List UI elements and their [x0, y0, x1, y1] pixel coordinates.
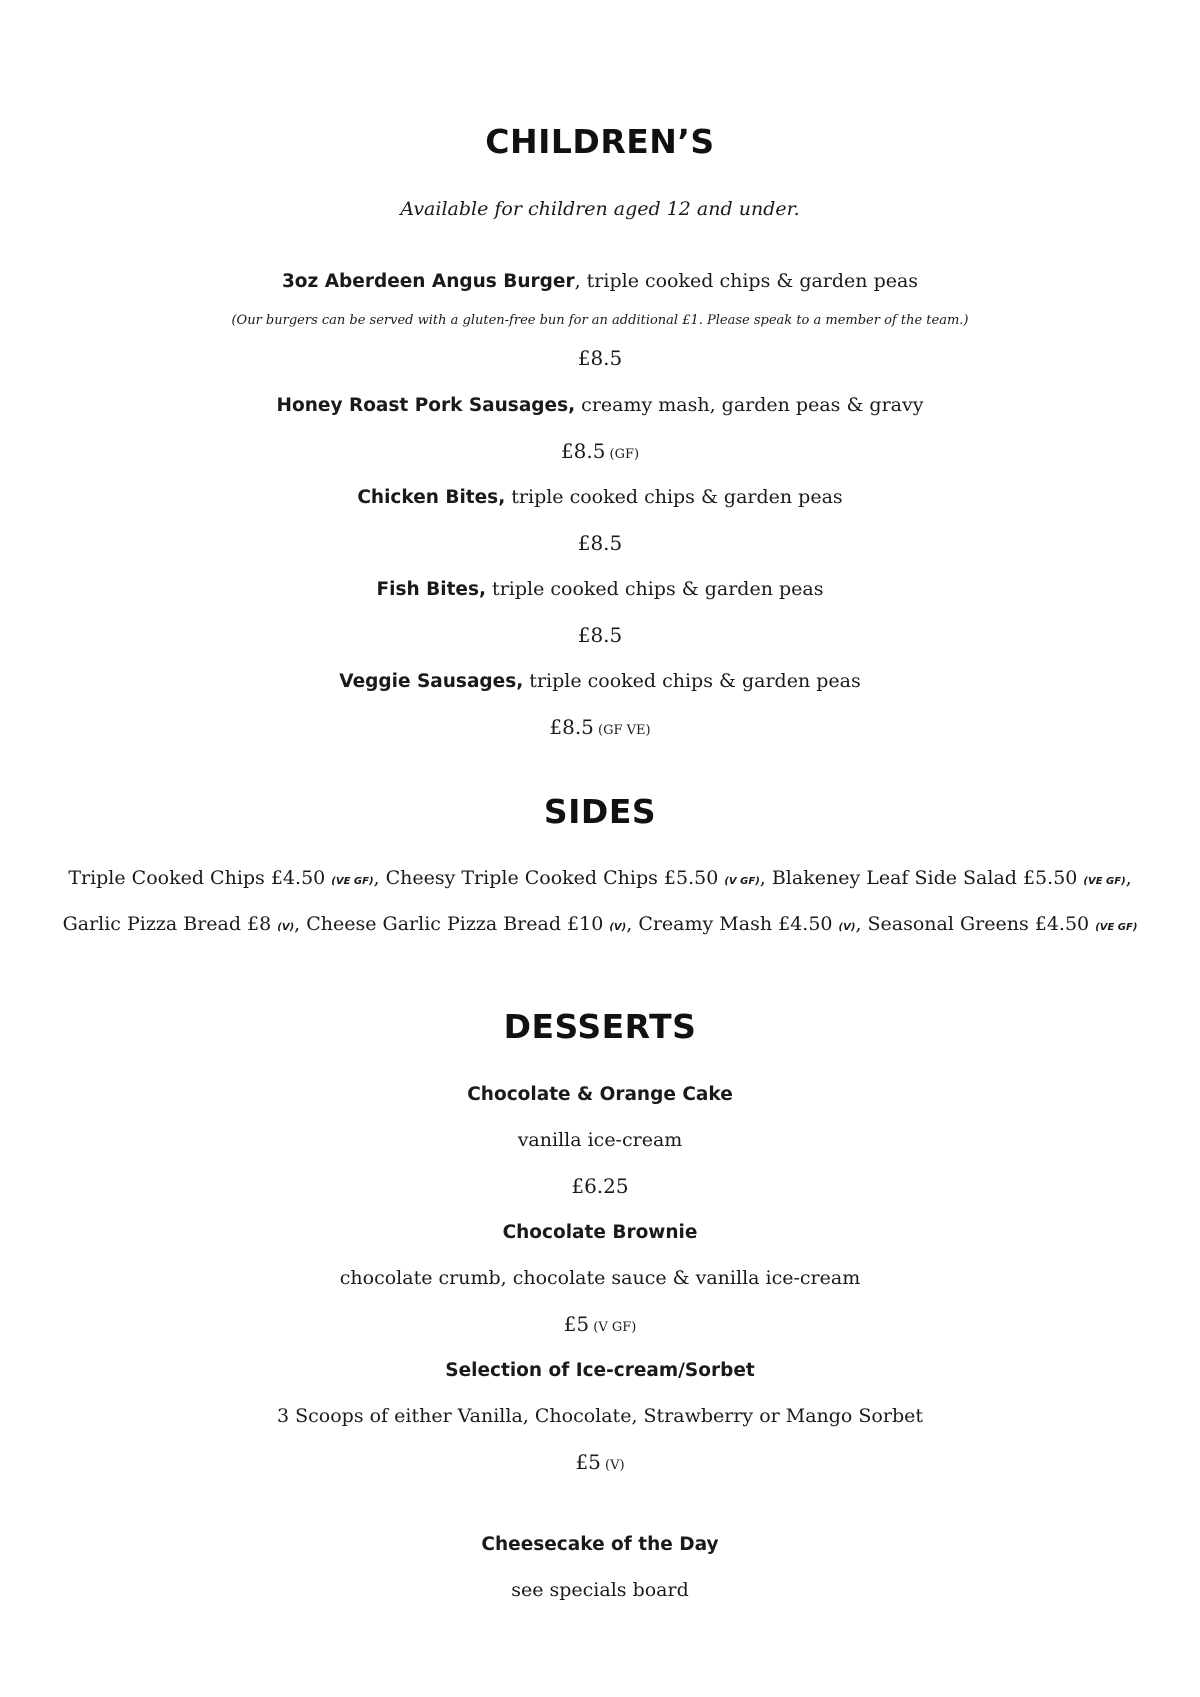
- side-item: , Cheese Garlic Pizza Bread £10: [294, 913, 610, 935]
- item-name: Chicken Bites,: [357, 487, 506, 508]
- side-item: Triple Cooked Chips £4.50: [68, 867, 332, 889]
- side-item: , Creamy Mash £4.50: [626, 913, 839, 935]
- item-name: Chocolate Brownie: [502, 1222, 698, 1243]
- childrens-title: CHILDREN’S: [485, 122, 715, 161]
- menu-item-pork-sausages: [0, 393, 1200, 418]
- childrens-subtitle: Available for children aged 12 and under.: [400, 198, 800, 220]
- item-name: Fish Bites,: [376, 579, 487, 600]
- menu-item-price: [0, 715, 1200, 743]
- menu-item-burger: [0, 269, 1200, 294]
- menu-item-price: [0, 439, 1200, 467]
- item-name: Veggie Sausages,: [339, 671, 524, 692]
- menu-item-fish-bites: [0, 577, 1200, 602]
- item-name: Chocolate & Orange Cake: [467, 1084, 733, 1105]
- sides-line-2: [0, 912, 1200, 940]
- dessert-item-price: [0, 1450, 1200, 1478]
- item-name: Selection of Ice-cream/Sorbet: [445, 1360, 755, 1381]
- item-tags: (GF VE): [593, 723, 651, 738]
- desserts-title: DESSERTS: [503, 1007, 697, 1046]
- menu-item-price: [0, 531, 1200, 556]
- dessert-item-name: [0, 1220, 1200, 1245]
- item-desc: triple cooked chips & garden peas: [505, 486, 843, 508]
- side-tag: (V): [277, 922, 295, 933]
- dessert-item-desc: chocolate crumb, chocolate sauce & vanilla ice-cream: [339, 1267, 861, 1289]
- dessert-item-desc: vanilla ice-cream: [517, 1129, 683, 1151]
- menu-item-chicken-bites: [0, 485, 1200, 510]
- menu-item-price: [0, 346, 1200, 371]
- side-tag: (VE GF): [1083, 876, 1126, 887]
- item-price: £8.5: [577, 346, 623, 370]
- item-tags: (V GF): [589, 1320, 637, 1335]
- item-name: Honey Roast Pork Sausages,: [276, 395, 576, 416]
- item-desc: triple cooked chips & garden peas: [486, 578, 824, 600]
- dessert-item-name: [0, 1082, 1200, 1107]
- item-price: £5: [575, 1450, 601, 1474]
- item-desc: , triple cooked chips & garden peas: [574, 270, 919, 292]
- side-tag: (VE GF): [331, 876, 374, 887]
- side-item: , Blakeney Leaf Side Salad £5.50: [759, 867, 1084, 889]
- item-name: Cheesecake of the Day: [481, 1534, 719, 1555]
- side-tag: (V): [609, 922, 627, 933]
- item-price: £6.25: [571, 1174, 629, 1198]
- side-item: , Seasonal Greens £4.50: [855, 913, 1096, 935]
- item-desc: creamy mash, garden peas & gravy: [575, 394, 924, 416]
- item-tags: (GF): [605, 447, 640, 462]
- item-price: £8.5: [577, 531, 623, 555]
- item-tags: (V): [600, 1458, 625, 1473]
- item-name: 3oz Aberdeen Angus Burger: [281, 271, 575, 292]
- item-price: £8.5: [577, 623, 623, 647]
- side-item: ,: [1125, 867, 1132, 889]
- side-tag: (V): [838, 922, 856, 933]
- dessert-item-price: [0, 1312, 1200, 1340]
- item-desc: triple cooked chips & garden peas: [523, 670, 861, 692]
- sides-line-1: [0, 866, 1200, 894]
- sides-title: SIDES: [543, 792, 657, 831]
- side-tag: (VE GF): [1095, 922, 1138, 933]
- burger-note: (Our burgers can be served with a gluten-free bun for an additional £1. Please speak to a member of the team.): [231, 313, 969, 328]
- item-price: £8.5: [549, 715, 594, 739]
- menu-item-price: [0, 623, 1200, 648]
- side-item: , Cheesy Triple Cooked Chips £5.50: [373, 867, 725, 889]
- dessert-item-name: [0, 1358, 1200, 1383]
- item-price: £5: [563, 1312, 590, 1336]
- item-price: £8.5: [560, 439, 606, 463]
- dessert-item-name: [0, 1532, 1200, 1557]
- side-tag: (V GF): [724, 876, 760, 887]
- dessert-item-desc: see specials board: [511, 1579, 689, 1601]
- dessert-item-price: [0, 1174, 1200, 1199]
- side-item: Garlic Pizza Bread £8: [62, 913, 278, 935]
- menu-item-veggie-sausages: [0, 669, 1200, 694]
- dessert-item-desc: 3 Scoops of either Vanilla, Chocolate, Strawberry or Mango Sorbet: [277, 1405, 923, 1427]
